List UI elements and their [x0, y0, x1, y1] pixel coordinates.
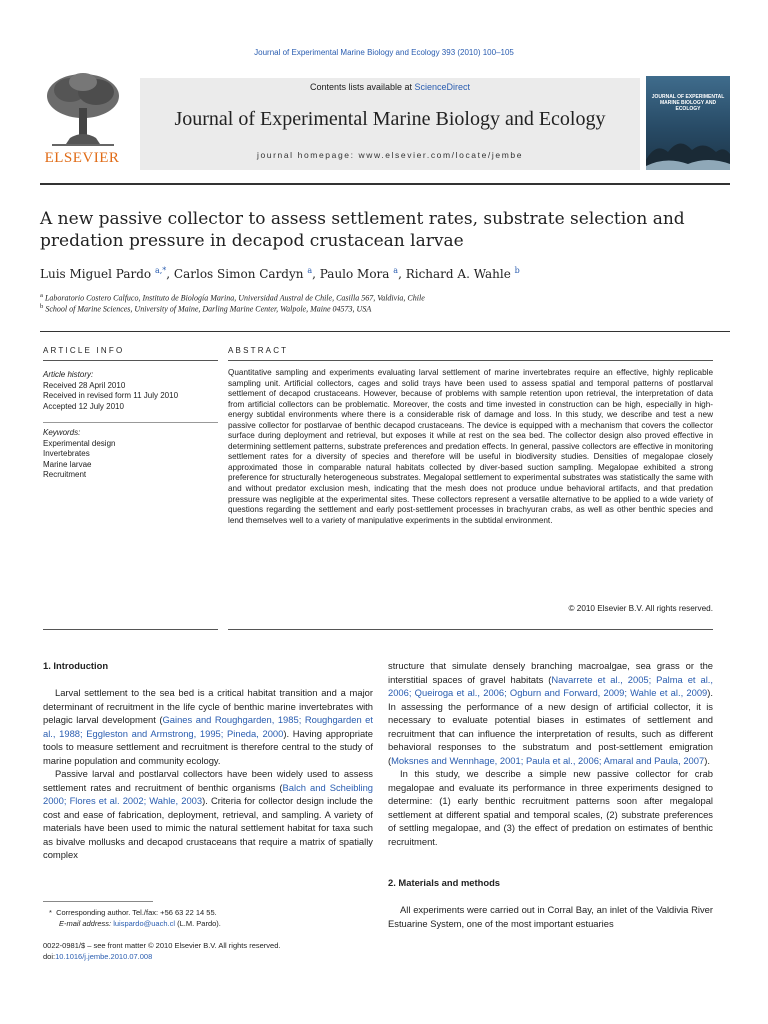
citation-link[interactable]: Moksnes and Wennhage, 2001; Paula et al., 2006; Amaral and Paula, 2007 — [391, 754, 705, 766]
footnote-email-line — [43, 918, 373, 929]
author-affil-sup[interactable]: a,* — [154, 266, 167, 275]
keyword-item: Marine larvae — [43, 459, 92, 469]
masthead — [40, 70, 730, 172]
author-affil-sup[interactable]: b — [514, 266, 520, 275]
tree-icon — [40, 70, 126, 150]
history-label: Article history: — [43, 370, 94, 379]
contents-line — [140, 82, 640, 92]
citation-link[interactable]: Navarrete et al., 2005; Palma et al., 2006; Queiroga et al., 2006; Ogburn and Forward, 2009; Wahle et al., 2009 — [388, 673, 713, 698]
text-run: ). Criteria for collector design include the cost and ease of fabrication, deployment, retrieval, and sampling. A variety of materials have been used to mimic the natural settlement habitat for taxa such as bivalve mollusks and decapod crustaceans that require a matrix of spatially complex — [43, 795, 373, 860]
paragraph — [43, 686, 373, 767]
author-name[interactable]: Luis Miguel Pardo — [40, 267, 152, 281]
elsevier-logo — [40, 70, 140, 172]
keyword-item: Invertebrates — [43, 449, 90, 458]
footnote-line — [43, 907, 373, 918]
paragraph: All experiments were carried out in Corral Bay, an inlet of the Valdivia River Estuarine System, one of the most important estuaries — [388, 904, 713, 929]
footnote-text: Corresponding author. Tel./fax: +56 63 22 14 55. — [56, 908, 217, 917]
article-info-rule — [43, 360, 218, 361]
paragraph — [43, 767, 373, 862]
contents-prefix: Contents lists available at — [309, 82, 415, 92]
abstract-rule — [228, 360, 713, 361]
history-item: Received 28 April 2010 — [43, 380, 126, 390]
article-title: A new passive collector to assess settlement rates, substrate selection and predation pressure in decapod crustacean larvae — [40, 209, 685, 251]
abstract-bottom-rule — [228, 629, 713, 630]
section-heading-introduction: 1. Introduction — [43, 660, 109, 671]
affiliation-rule — [40, 331, 730, 332]
methods-body — [388, 903, 713, 930]
affiliation-b — [40, 303, 371, 314]
keywords-label: Keywords: — [43, 428, 81, 437]
header-rule — [40, 183, 730, 185]
author-name[interactable]: Carlos Simon Cardyn — [173, 267, 304, 281]
text-run: ). — [704, 754, 710, 766]
journal-reference[interactable]: Journal of Experimental Marine Biology and Ecology 393 (2010) 100–105 — [254, 48, 514, 57]
sciencedirect-link[interactable]: ScienceDirect — [414, 82, 471, 92]
footnote-rule — [43, 901, 153, 902]
author-name[interactable]: Richard A. Wahle — [405, 267, 511, 281]
issn-line: 0022-0981/$ – see front matter © 2010 Elsevier B.V. All rights reserved. — [43, 941, 281, 950]
text-run: Larval settlement to the sea bed is a critical habitat transition and a major determinant of recruitment in the life cycle of benthic marine invertebrates with pelagic larval development ( — [43, 687, 373, 725]
info-bottom-rule — [43, 629, 218, 630]
publisher-name: ELSEVIER — [44, 150, 120, 166]
cover-rocks-icon — [646, 130, 730, 170]
author-affil-sup[interactable]: a — [307, 266, 313, 275]
doi-link[interactable]: 10.1016/j.jembe.2010.07.008 — [55, 952, 153, 961]
right-column-body — [388, 659, 713, 848]
affiliation-a — [40, 292, 425, 303]
abstract-heading: ABSTRACT — [228, 346, 289, 355]
citation-link[interactable]: Gaines and Roughgarden, 1985; Roughgarden et al., 1988; Eggleston and Armstrong, 1995; Pineda, 2000 — [43, 714, 373, 739]
paragraph: In this study, we describe a simple new passive collector for crab megalopae and evaluate its performance in three experiments designed to determine: (1) early benthic recruitment patterns soon after megalopal settlement at different spatial and temporal scales, (2) substrate preferences of settling megalopae, and (3) the effect of predation on estimates of benthic recruitment. — [388, 768, 713, 847]
history-item: Accepted 12 July 2010 — [43, 401, 124, 411]
footnote-marker: * — [49, 908, 52, 917]
abstract-text: Quantitative sampling and experiments evaluating larval settlement of marine invertebrates require an effective, highly replicable sampling unit. Artificial collectors, cages and solid trays have been used to assess spatial and temporal patterns of postlarval settlement of decapod crustaceans. However, because of problems with sample retention upon retrieval, the interpretation of data from artificial collectors can be problematic. Moreover, the costs and time invested in construction can be high, especially in high-energy subtidal environments where there is a considerable risk of damage and loss. In this study, we describe and test a new passive collector for postlarvae of benthic decapod crustaceans. The device is equipped with a mechanism that covers the collector surface during deployment and retrieval, but exposes it while at rest on the sea bed. The collector design also proved effective in determining settlement patterns, substrate preferences and predation effects. In general, passive collectors are effective in monitoring settlement rates for a diversity of species and therefore will be useful in biodiversity studies. Densities of megalopae closely approximated those in comparable natural habitats collected by diver-based suction sampling. Megalopae exhibited a strong preference for structurally heterogeneous substrates. Megalopal settlement to experimental substrates was statistically the same with and without predator exclusion mesh, indicating that the mesh does not produce undue behavioral artifacts, and that predation pressure was negligible at the experimental sites. These collectors represent a versatile alternative to be applied to a wide variety of questions regarding the settlement and early post-settlement processes in brachyuran crabs, as well as other benthic species and lend themselves well to a variety of manipulative experiments in the subtidal environment. — [228, 368, 713, 525]
front-matter — [43, 940, 373, 962]
affiliation-sup: b — [40, 303, 44, 310]
author-affil-sup[interactable]: a — [393, 266, 399, 275]
affiliation-text: Laboratorio Costero Calfuco, Instituto de Biología Marina, Universidad Austral de Chile, Casilla 567, Valdivia, Chile — [44, 293, 425, 303]
email-suffix: (L.M. Pardo). — [175, 919, 221, 928]
journal-title: Journal of Experimental Marine Biology and Ecology — [174, 108, 606, 130]
doi-line — [43, 951, 373, 962]
keyword-item: Experimental design — [43, 438, 116, 448]
copyright: © 2010 Elsevier B.V. All rights reserved. — [568, 604, 713, 613]
email-link[interactable]: luispardo@uach.cl — [113, 919, 176, 928]
intro-body — [43, 686, 373, 862]
text-run: ). In assessing the performance of a new design of artificial collector, it is necessary to evaluate potential biases in estimates of settlement and recruitment that can influence the interpretation of results, such as different behavioral responses to the substratum and post-settlement emigration ( — [388, 687, 713, 766]
text-run: Passive larval and postlarval collectors have been widely used to assess settlement rates and recruitment of benthic organisms ( — [43, 768, 373, 793]
citation-link[interactable]: Balch and Scheibling 2000; Flores et al. 2002; Wahle, 2003 — [43, 781, 374, 806]
section-heading-methods: 2. Materials and methods — [388, 877, 501, 888]
cover-title: JOURNAL OF EXPERIMENTAL MARINE BIOLOGY AND ECOLOGY — [651, 94, 725, 112]
keyword-item: Recruitment — [43, 470, 87, 479]
text-run: structure that simulate densely branching macroalgae, sea grass or the interstitial spaces of gravel habitats ( — [388, 660, 713, 685]
text-run: ). Having appropriate tools to measure settlement and recruitment is therefore central to the study of marine population and community ecology. — [43, 727, 373, 766]
article-info-heading: ARTICLE INFO — [43, 346, 125, 355]
doi-label: doi: — [43, 952, 56, 961]
article-info — [43, 370, 218, 481]
history-item: Received in revised form 11 July 2010 — [43, 391, 179, 400]
journal-cover-image — [646, 76, 730, 170]
author-list: Luis Miguel Pardo $^{a,*}$, Carlos Simon Cardyn $^a$, Paulo Mora $^a$, Richard A. Wahle $^b$ — [40, 266, 520, 281]
affiliation-sup: a — [40, 292, 43, 299]
masthead-center — [140, 78, 640, 170]
author-name[interactable]: Paulo Mora — [319, 267, 390, 281]
paragraph — [388, 659, 713, 767]
affiliation-text: School of Marine Sciences, University of Maine, Darling Marine Center, Walpole, Maine 04573, USA — [45, 304, 372, 314]
footnote — [43, 907, 373, 929]
info-divider — [43, 412, 218, 423]
journal-homepage[interactable]: journal homepage: www.elsevier.com/locate/jembe — [256, 150, 524, 160]
email-label: E-mail address: — [59, 919, 114, 928]
